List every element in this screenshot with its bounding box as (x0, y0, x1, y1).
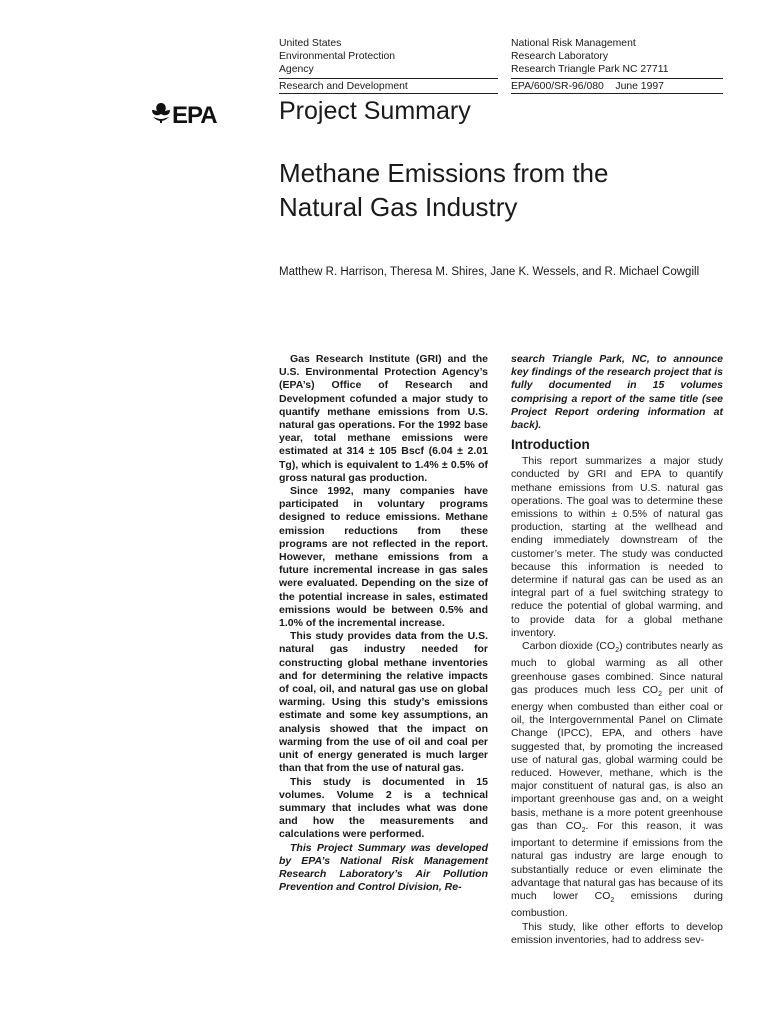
lab-line: Research Laboratory (511, 51, 609, 62)
agency-line: Agency (279, 64, 314, 75)
epa-logo (150, 97, 240, 129)
page-title (279, 156, 608, 224)
doc-number: EPA/600/SR-96/080 (511, 81, 604, 92)
authors: Matthew R. Harrison, Theresa M. Shires, Jane K. Wessels, and R. Michael Cowgill (279, 266, 700, 278)
agency-line: Environmental Protection (279, 51, 396, 62)
abstract-paragraph: This study provides data from the U.S. natural gas industry needed for constructing global methane inventories and for determining the relative impacts of coal, oil, and natural gas use on global warming. Using this study’s emissions estimate and some key assumptions, an analysis showed that the impact on warming from the use of oil and coal per unit of energy generated is much larger than that from the use of natural gas. (279, 630, 488, 775)
abstract-paragraph: This study is documented in 15 volumes. Volume 2 is a technical summary that includes what was done and how the measurements and calculations were performed. (279, 775, 488, 841)
header-rule-right-bottom (511, 93, 723, 94)
epa-flower-icon (150, 97, 240, 129)
abstract-paragraph: Since 1992, many companies have participated in voluntary programs designed to reduce emissions. Methane emission reductions from these programs are not reflected in the report. However, methane emissions from a future incremental increase in gas sales were evaluated. Depending on the size of the potential increase in sales, estimated emissions would be between 0.5% and 1.0% of the incremental increase. (279, 485, 488, 630)
header-rule-left-bottom (279, 93, 498, 94)
title-line: Methane Emissions from the (279, 158, 609, 188)
intro-paragraph-co2: Carbon dioxide $(CO_2)$ contributes nearly as much to global warming as all other greenhouse gases combined. Since natural gas produces much less $CO_2$ per unit of energy when combusted than either coal or oil, the Intergovernmental Panel on Climate Change (IPCC), EPA, and others have suggested that, by promoting the increased use of natural gas, global warming could be reduced. However, methane, which is the major constituent of natural gas, is also an important greenhouse gas and, on a weight basis, methane is a more potent greenhouse gas than $CO_2$. For this reason, it was important to determine if emissions from the natural gas industry are large enough to substantially reduce or even eliminate the advantage that natural gas has because of its much lower $CO_2$ emissions during combustion. (511, 640, 724, 920)
header-rule-right-top (511, 78, 723, 79)
doc-number-line (511, 80, 664, 93)
abstract-column (279, 353, 488, 894)
abstract-paragraph: Gas Research Institute (GRI) and the U.S. Environmental Protection Agency’s (EPA’s) Office of Research and Development cofunded a major study to quantify methane emissions from U.S. natural gas operations. For the 1992 base year, total methane emissions were estimated at 314 ± 105 Bscf (6.04 ± 2.01 Tg), which is equivalent to 1.4% ± 0.5% of gross natural gas production. (279, 353, 488, 484)
agency-line: United States (279, 38, 342, 49)
header-rule-left-top (279, 78, 498, 79)
doc-date: June 1997 (615, 81, 664, 92)
svg-text:EPA: EPA (172, 102, 217, 129)
summary-note-part2: search Triangle Park, NC, to announce key findings of the research project that is fully documented in 15 volumes comprising a report of the same title (see Project Report ordering information at back). (511, 353, 723, 432)
intro-column (511, 353, 723, 947)
lab-block (511, 37, 668, 76)
lab-line: Research Triangle Park NC 27711 (511, 64, 669, 75)
intro-paragraph: This study, like other efforts to develop emission inventories, had to address sev- (511, 920, 723, 946)
agency-block (279, 37, 395, 76)
doc-type: Project Summary (279, 97, 471, 125)
summary-note-part1: This Project Summary was developed by EPA’s National Risk Management Research Laboratory’s Air Pollution Prevention and Control Division, Re- (279, 841, 488, 894)
introduction-heading: Introduction (511, 437, 590, 453)
office-label: Research and Development (279, 81, 408, 92)
intro-paragraph: This report summarizes a major study conducted by GRI and EPA to quantify methane emissions from U.S. natural gas operations. The goal was to determine these emissions to within ± 0.5% of natural gas production, starting at the wellhead and ending immediately downstream of the customer’s meter. The study was conducted because this information is needed to determine if natural gas can be used as an integral part of a fuel switching strategy to reduce the potential of global warming, and to provide data for a global methane inventory. (511, 455, 723, 639)
lab-line: National Risk Management (511, 38, 636, 49)
title-line: Natural Gas Industry (279, 192, 518, 222)
